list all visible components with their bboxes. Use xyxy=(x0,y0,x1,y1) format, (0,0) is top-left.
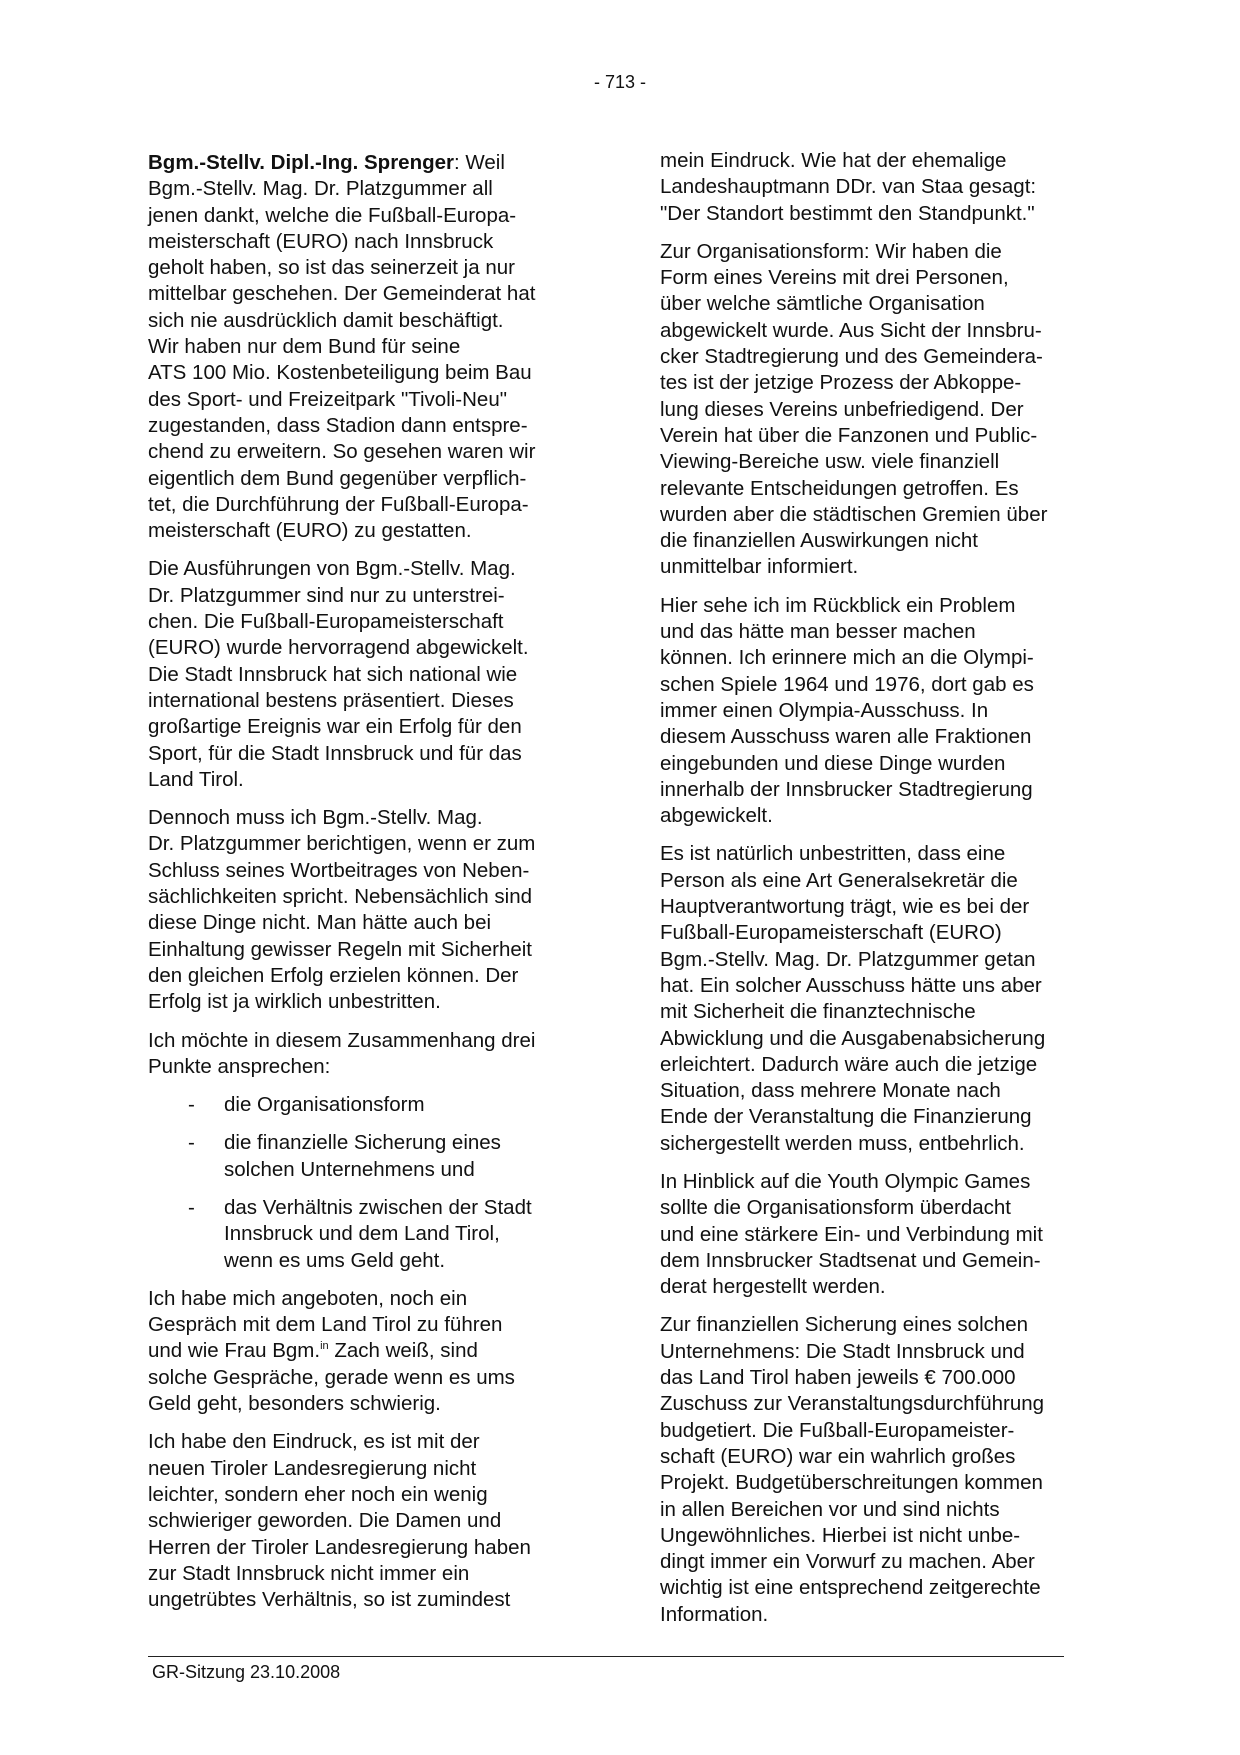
list-item xyxy=(148,1130,588,1183)
paragraph: Zur finanziellen Sicherung eines solchen Unternehmens: Die Stadt Innsbruck und das Land Tirol haben jeweils € 700.000 Zuschuss zur Veranstaltungsdurchführung budgetiert. Die Fußball-Europameister- schaft (EURO) war ein wahrlich großes Projekt. Budgetüberschreitungen kommen in allen Bereichen vor und sind nichts Ungewöhnliches. Hierbei ist nicht unbe- dingt immer ein Vorwurf zu machen. Aber wichtig ist eine entsprechend zeitgerechte Information. xyxy=(660,1313,1045,1626)
list-item xyxy=(148,1195,588,1274)
speaker-name: Bgm.-Stellv. Dipl.-Ing. Sprenger xyxy=(148,151,455,174)
left-column xyxy=(148,150,588,1625)
superscript: in xyxy=(320,1340,329,1353)
paragraph: Ich möchte in diesem Zusammenhang drei Punkte ansprechen: xyxy=(148,1028,536,1078)
paragraph-speaker-intro xyxy=(148,150,588,544)
list-dash: - xyxy=(188,1131,195,1155)
paragraph-text: Zach weiß, sind solche Gespräche, gerade wenn es ums Geld geht, besonders schwierig. xyxy=(148,1339,515,1416)
paragraph: Hier sehe ich im Rückblick ein Problem und das hätte man besser machen können. Ich erinnere mich an die Olympi- schen Spiele 1964 und 1976, dort gab es immer einen Olympia-Ausschuss. In diesem Ausschuss waren alle Fraktionen eingebunden und diese Dinge wurden innerhalb der Innsbrucker Stadtregierung abgewickelt. xyxy=(660,593,1034,828)
paragraph: Ich habe den Eindruck, es ist mit der neuen Tiroler Landesregierung nicht leichter, sondern eher noch ein wenig schwieriger geworden. Die Damen und Herren der Tiroler Landesregierung haben zur Stadt Innsbruck nicht immer ein ungetrübtes Verhältnis, so ist zumindest xyxy=(148,1430,531,1612)
paragraph: mein Eindruck. Wie hat der ehemalige Landeshauptmann DDr. van Staa gesagt: "Der Standort bestimmt den Standpunkt." xyxy=(660,149,1037,225)
paragraph: Zur Organisationsform: Wir haben die Form eines Vereins mit drei Personen, über welche sämtliche Organisation abgewickelt wurde. Aus Sicht der Innsbru- cker Stadtregierung und des Gemeindera- tes ist der jetzige Prozess der Abkoppe- lung dieses Vereins unbefriedigend. Der Verein hat über die Fanzonen und Public- Viewing-Bereiche usw. viele finanziell relevante Entscheidungen getroffen. Es wurden aber die städtischen Gremien über die finanziellen Auswirkungen nicht unmittelbar informiert. xyxy=(660,239,1048,579)
list-item-text: die finanzielle Sicherung eines solchen Unternehmens und xyxy=(224,1131,501,1181)
paragraph: Dennoch muss ich Bgm.-Stellv. Mag. Dr. Platzgummer berichtigen, wenn er zum Schluss seines Wortbeitrages von Neben- sächlichkeiten spricht. Nebensächlich sind diese Dinge nicht. Man hätte auch bei Einhaltung gewisser Regeln mit Sicherheit den gleichen Erfolg erzielen können. Der Erfolg ist ja wirklich unbestritten. xyxy=(148,806,536,1014)
paragraph: Es ist natürlich unbestritten, dass eine Person als eine Art Generalsekretär die Hauptverantwortung trägt, wie es bei der Fußball-Europameisterschaft (EURO) Bgm.-Stellv. Mag. Dr. Platzgummer getan hat. Ein solcher Ausschuss hätte uns aber mit Sicherheit die finanztechnische Abwicklung und die Ausgabenabsicherung erleichtert. Dadurch wäre auch die jetzige Situation, dass mehrere Monate nach Ende der Veranstaltung die Finanzierung sichergestellt werden muss, entbehrlich. xyxy=(660,842,1046,1155)
list-dash: - xyxy=(188,1093,195,1117)
paragraph-text: Ich habe mich angeboten, noch ein Gespräch mit dem Land Tirol zu führen und wie Frau Bgm. xyxy=(148,1286,503,1363)
footer-session-date: GR-Sitzung 23.10.2008 xyxy=(152,1662,341,1682)
list-item xyxy=(148,1092,588,1118)
list-item-text: die Organisationsform xyxy=(224,1093,425,1117)
paragraph xyxy=(148,1286,588,1417)
speaker-intro-text: : Weil Bgm.-Stellv. Mag. Dr. Platzgummer all jenen dankt, welche die Fußball-Europa- meisterschaft (EURO) nach Innsbruck geholt haben, so ist das seinerzeit ja nur mittelbar geschehen. Der Gemeinderat hat sich nie ausdrücklich damit beschäftigt. Wir haben nur dem Bund für seine ATS 100 Mio. Kostenbeteiligung beim Bau des Sport- und Freizeitpark "Tivoli-Neu" zugestanden, dass Stadion dann entspre- chend zu erweitern. So gesehen waren wir eigentlich dem Bund gegenüber verpflich- tet, die Durchführung der Fußball-Europa- meisterschaft (EURO) zu gestatten. xyxy=(148,151,536,543)
list-dash: - xyxy=(188,1195,195,1219)
list-item-text: das Verhältnis zwischen der Stadt Innsbruck und dem Land Tirol, wenn es ums Geld geht. xyxy=(224,1195,532,1272)
paragraph: In Hinblick auf die Youth Olympic Games sollte die Organisationsform überdacht und eine stärkere Ein- und Verbindung mit dem Innsbrucker Stadtsenat und Gemein- derat hergestellt werden. xyxy=(660,1169,1043,1299)
paragraph: Die Ausführungen von Bgm.-Stellv. Mag. Dr. Platzgummer sind nur zu unterstrei- chen. Die Fußball-Europameisterschaft (EURO) wurde hervorragend abgewickelt. Die Stadt Innsbruck hat sich national wie international bestens präsentiert. Dieses großartige Ereignis war ein Erfolg für den Sport, für die Stadt Innsbruck und für das Land Tirol. xyxy=(148,557,529,791)
page-number: - 713 - xyxy=(593,72,647,92)
footer-divider xyxy=(148,1656,1064,1657)
right-column xyxy=(660,148,1100,1640)
points-list xyxy=(148,1092,588,1274)
